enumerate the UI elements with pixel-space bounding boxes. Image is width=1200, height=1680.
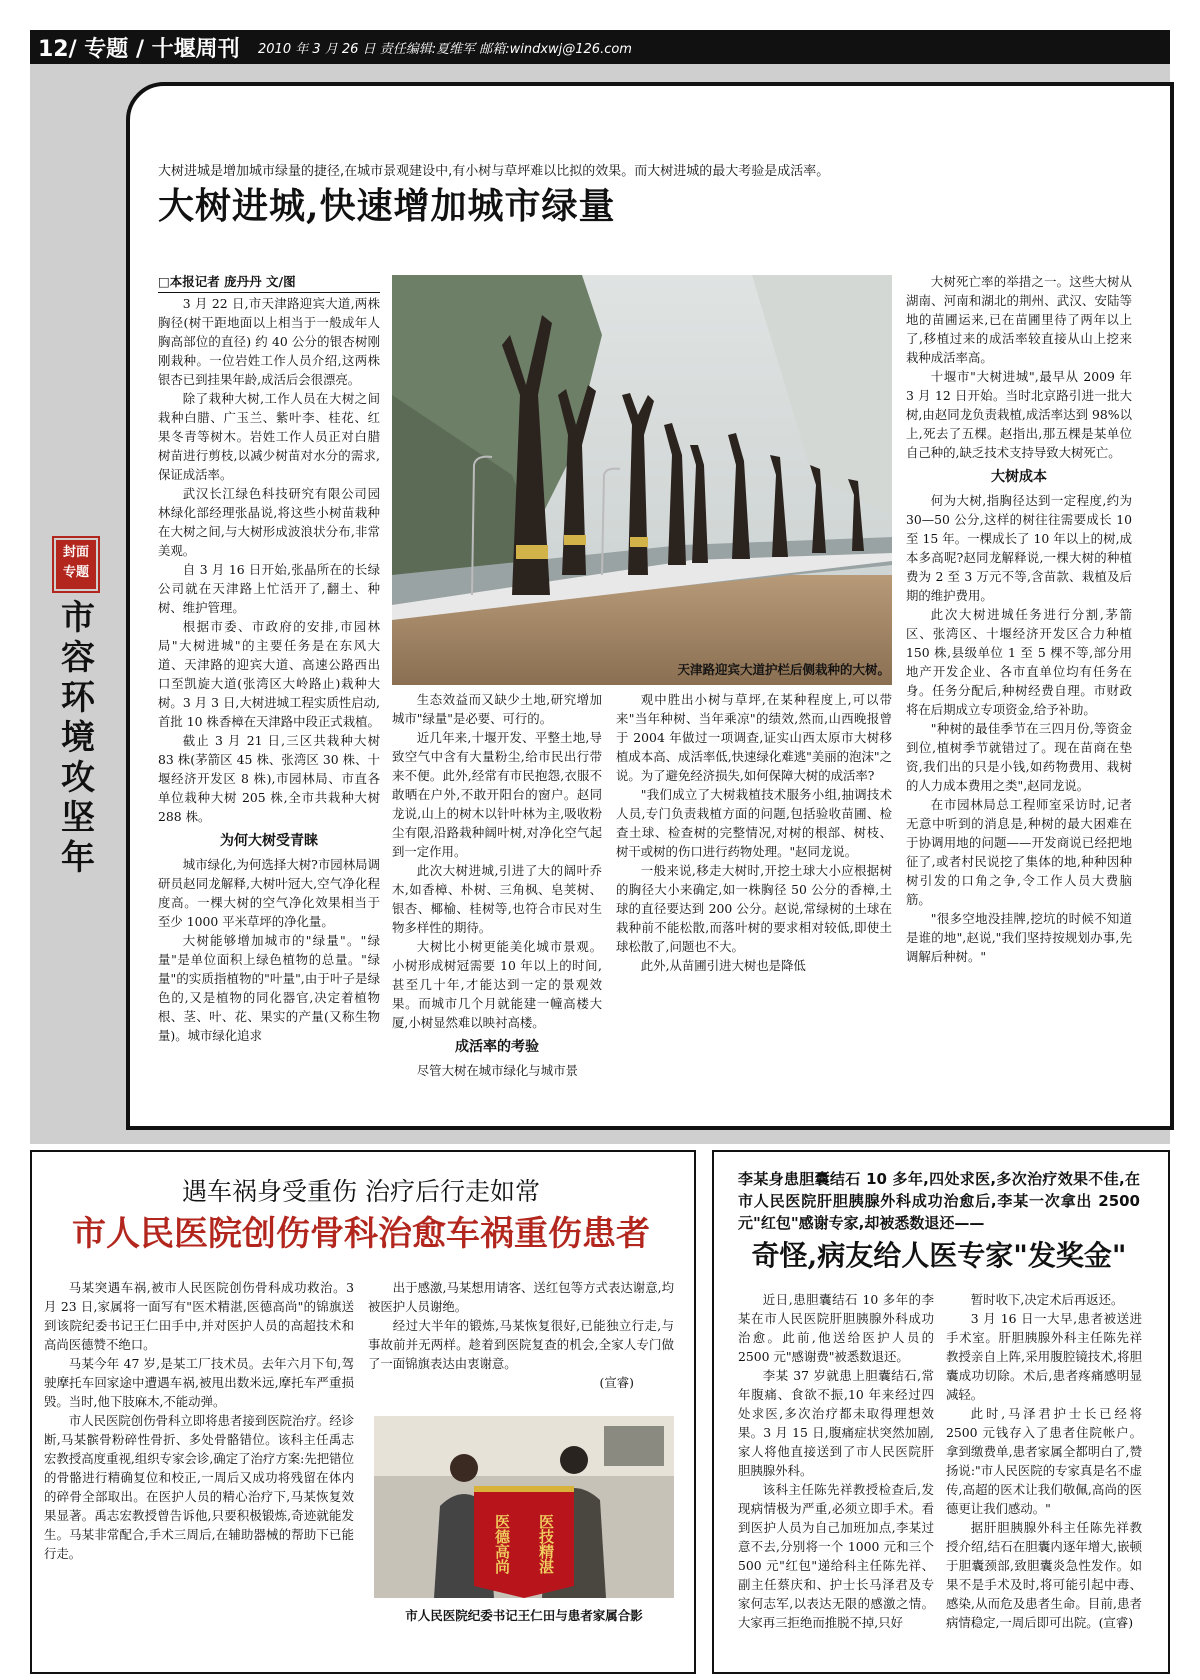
paragraph: 3 月 16 日一大早,患者被送进手术室。肝胆胰腺外科主任陈先祥教授亲自上阵,采用腹腔镜技术,将胆囊成功切除。术后,患者疼痛感明显减轻。 bbox=[946, 1311, 1142, 1402]
paragraph: 大树死亡率的举措之一。这些大树从湖南、河南和湖北的荆州、武汉、安陆等地的苗圃运来,已在苗圃里待了两年以上了,移植过来的成活率较直接从山上挖来栽种成活率高。 bbox=[906, 274, 1132, 365]
paragraph: 3 月 22 日,市天津路迎宾大道,两株胸径(树干距地面以上相当于一般成年人胸高部位的直径) 约 40 公分的银杏树刚刚栽种。一位岩姓工作人员介绍,这两株银杏已到挂果年龄,成活后会很漂亮。 bbox=[158, 296, 380, 387]
bonus-story-column-1 bbox=[738, 1290, 934, 1632]
paragraph: 在市园林局总工程师室采访时,记者无意中听到的消息是,种树的最大困难在于协调用地的问题——开发商说已经把地征了,或者村民说挖了集体的地,种种因种树引发的口角之争,令工作人员大费脑筋。 bbox=[906, 797, 1132, 907]
hospital-story-headline: 市人民医院创伤骨科治愈车祸重伤患者 bbox=[72, 1214, 650, 1254]
paragraph: 除了栽种大树,工作人员在大树之间栽种白腊、广玉兰、紫叶李、桂花、红果冬青等树木。岩姓工作人员正对白腊树苗进行剪枝,以减少树苗对水分的需求,保证成活率。 bbox=[158, 391, 380, 482]
section-vertical-title: 市容环境攻坚年 bbox=[61, 598, 95, 878]
hospital-story-photo bbox=[374, 1416, 674, 1598]
feature-column-4 bbox=[906, 272, 1132, 966]
paragraph: 观中胜出小树与草坪,在某种程度上,可以带来"当年种树、当年乘凉"的绩效,然而,山西晚报曾于 2004 年做过一项调查,证实山西太原市大树移植成本高、成活率低,快速绿化难逃"美丽的泡沫"之说。为了避免经济损失,如何保障大树的成活率? bbox=[616, 692, 892, 783]
feature-headline: 大树进城,快速增加城市绿量 bbox=[158, 185, 616, 227]
paragraph: 该科主任陈先祥教授检查后,发现病情极为严重,必须立即手术。看到医护人员为自己加班加点,李某过意不去,分别将一个 1000 元和三个 500 元"红包"递给科主任陈先祥、副主任蔡庆和、护士长马泽君及专家何志军,以表达无限的感激之情。大家再三拒绝而推脱不掉,只好 bbox=[738, 1482, 934, 1630]
paragraph: "很多空地没挂牌,挖坑的时候不知道是谁的地",赵说,"我们坚持按规划办事,先调解后种树。" bbox=[906, 911, 1132, 964]
badge-line-2: 专题 bbox=[62, 565, 89, 580]
feature-column-2 bbox=[392, 690, 602, 1080]
hospital-story-column-1 bbox=[44, 1278, 354, 1563]
hospital-photo-caption: 市人民医院纪委书记王仁田与患者家属合影 bbox=[405, 1608, 643, 1623]
hospital-story-subtitle: 遇车祸身受重伤 治疗后行走如常 bbox=[182, 1177, 540, 1206]
paragraph: 李某 37 岁就患上胆囊结石,常年腹痛、食欲不振,10 年来经过四处求医,多次治疗都未取得理想效果。3 月 15 日,腹痛症状突然加剧,家人将他直接送到了市人民医院肝胆胰腺外科。 bbox=[738, 1368, 934, 1478]
banner-text-right: 医技精湛 bbox=[537, 1514, 555, 1574]
paragraph: 暂时收下,决定术后再返还。 bbox=[970, 1292, 1124, 1307]
bonus-story-column-2 bbox=[946, 1290, 1142, 1632]
subhead-survival: 成活率的考验 bbox=[455, 1039, 539, 1055]
banner-text-left: 医德高尚 bbox=[493, 1514, 511, 1574]
paragraph: 经过大半年的锻炼,马某恢复很好,已能独立行走,与事故前并无两样。趁着到医院复查的机会,全家人专门做了一面锦旗表达由衷谢意。 bbox=[368, 1318, 674, 1371]
page-header bbox=[30, 30, 1170, 64]
paragraph: 自 3 月 16 日开始,张晶所在的长绿公司就在天津路上忙活开了,翻土、种树、维护管理。 bbox=[158, 562, 380, 615]
paragraph: 据肝胆胰腺外科主任陈先祥教授介绍,结石在胆囊内逐年增大,嵌顿于胆囊颈部,致胆囊炎急性发作。如果不是手术及时,将可能引起中毒、感染,从而危及患者生命。目前,患者病情稳定,一周后即可出院。(宣睿) bbox=[946, 1520, 1142, 1630]
cover-topic-badge bbox=[56, 540, 96, 589]
hospital-story-column-2 bbox=[368, 1278, 674, 1392]
paragraph: 出于感激,马某想用请客、送红包等方式表达谢意,均被医护人员谢绝。 bbox=[368, 1280, 674, 1314]
bonus-story-headline: 奇怪,病友给人医专家"发奖金" bbox=[751, 1239, 1127, 1272]
paragraph: 城市绿化,为何选择大树?市园林局调研员赵同龙解释,大树叶冠大,空气净化程度高。一棵大树的空气净化效果相当于至少 1000 平米草坪的净化量。 bbox=[158, 857, 380, 929]
feature-lead: 大树进城是增加城市绿量的捷径,在城市景观建设中,有小树与草坪难以比拟的效果。而大树进城的最大考验是成活率。 bbox=[158, 164, 830, 179]
paragraph: 大树比小树更能美化城市景观。小树形成树冠需要 10 年以上的时间,甚至几十年,才能达到一定的景观效果。而城市几个月就能建一幢高楼大厦,小树显然难以映衬高楼。 bbox=[392, 939, 602, 1030]
trees-photo-illustration bbox=[392, 275, 892, 685]
paragraph: "种树的最佳季节在三四月份,等资金到位,植树季节就错过了。现在苗商在垫资,我们出的只是小钱,如药物费用、栽树的人力成本费用之类",赵同龙说。 bbox=[906, 721, 1132, 793]
paragraph: 十堰市"大树进城",最早从 2009 年 3 月 12 日开始。当时北京路引进一批大树,由赵同龙负责栽植,成活率达到 98%以上,死去了五棵。赵指出,那五棵是某单位自己种的,缺乏技术支持导致大树死亡。 bbox=[906, 369, 1132, 460]
paragraph: 此次大树进城任务进行分割,茅箭区、张湾区、十堰经济开发区合力种植 150 株,县级单位 1 至 5 棵不等,部分用地产开发企业、各市直单位均有任务在身。任务分配后,种树经费自理。市财政将在后期成立专项资金,给予补助。 bbox=[906, 607, 1132, 717]
paragraph: 此时,马泽君护士长已经将 2500 元钱存入了患者住院帐户。拿到缴费单,患者家属全都明白了,赞扬说:"市人民医院的专家真是名不虚传,高超的医术让我们敬佩,高尚的医德更让我们感动。" bbox=[946, 1406, 1142, 1516]
paragraph: 大树能够增加城市的"绿量"。"绿量"是单位面积上绿色植物的总量。"绿量"的实质指植物的"叶量",由于叶子是绿色的,又是植物的同化器官,决定着植物根、茎、叶、花、果实的产量(又称生物量)。城市绿化追求 bbox=[158, 933, 380, 1043]
bonus-story-pretitle: 李某身患胆囊结石 10 多年,四处求医,多次治疗效果不佳,在市人民医院肝胆胰腺外科成功治愈后,李某一次拿出 2500 元"红包"感谢专家,却被悉数退还—— bbox=[738, 1170, 1140, 1232]
badge-line-1: 封面 bbox=[62, 545, 89, 560]
paragraph: 市人民医院创伤骨科立即将患者接到医院治疗。经诊断,马某髌骨粉碎性骨折、多处骨骼错位。该科主任禹志宏教授高度重视,组织专家会诊,确定了治疗方案:先把错位的骨骼进行精确复位和校正,一周后又成功将残留在体内的碎骨全部取出。在医护人员的精心治疗下,马某恢复效果显著。禹志宏教授曾告诉他,只要积极锻炼,奇迹就能发生。马某非常配合,手术三周后,在辅助器械的帮助下已能行走。 bbox=[44, 1413, 354, 1561]
paragraph: 此次大树进城,引进了大的阔叶乔木,如香樟、朴树、三角枫、皂荚树、银杏、椰榆、桂树等,也符合市民对生物多样性的期待。 bbox=[392, 863, 602, 935]
paragraph: 何为大树,指胸径达到一定程度,约为 30—50 公分,这样的树往往需要成长 10 至 15 年。一棵成长了 10 年以上的树,成本多高呢?赵同龙解释说,一棵大树的种植费为 2 至 3 万元不等,含苗款、栽植及后期的维护费用。 bbox=[906, 493, 1132, 603]
paragraph: 马某突遇车祸,被市人民医院创伤骨科成功救治。3 月 23 日,家属将一面写有"医术精湛,医德高尚"的锦旗送到该院纪委书记王仁田手中,并对医护人员的高超技术和高尚医德赞不绝口。 bbox=[44, 1280, 354, 1352]
paragraph: 近日,患胆囊结石 10 多年的李某在市人民医院肝胆胰腺外科成功治愈。此前,他送给医护人员的 2500 元"感谢费"被悉数退还。 bbox=[738, 1292, 934, 1364]
banner-photo-illustration bbox=[374, 1416, 674, 1598]
subhead-why: 为何大树受青睐 bbox=[220, 833, 318, 849]
feature-column-1 bbox=[158, 294, 380, 1045]
photo-caption: 天津路迎宾大道护栏后侧栽种的大树。 bbox=[677, 662, 890, 677]
paragraph: 此外,从苗圃引进大树也是降低 bbox=[640, 958, 806, 973]
feature-column-3 bbox=[616, 690, 892, 975]
feature-photo bbox=[392, 275, 892, 685]
paragraph: 一般来说,移走大树时,开挖土球大小应根据树的胸径大小来确定,如一株胸径 50 公分的香樟,土球的直径要达到 200 公分。赵说,常绿树的土球在栽种前不能松散,而落叶树的要求相对较低,即使土球松散了,问题也不大。 bbox=[616, 863, 892, 954]
paragraph: "我们成立了大树栽植技术服务小组,抽调技术人员,专门负责栽植方面的问题,包括验收苗圃、检查土球、检查树的完整情况,对树的根部、树枝、树干或树的伤口进行药物处理。"赵同龙说。 bbox=[616, 787, 892, 859]
paragraph: 马某今年 47 岁,是某工厂技术员。去年六月下旬,驾驶摩托车回家途中遭遇车祸,被甩出数米远,摩托车严重损毁。当时,他下肢麻木,不能动弹。 bbox=[44, 1356, 354, 1409]
paragraph: 截止 3 月 21 日,三区共栽种大树 83 株(茅箭区 45 株、张湾区 30 株、十堰经济开发区 8 株),市园林局、市直各单位栽种大树 205 株,全市共栽种大树 288 株。 bbox=[158, 733, 380, 824]
paragraph: 尽管大树在城市绿化与城市景 bbox=[416, 1063, 578, 1078]
paragraph: 近几年来,十堰开发、平整土地,导致空气中含有大量粉尘,给市民出行带来不便。此外,经常有市民抱怨,衣服不敢晒在户外,不敢开阳台的窗户。赵同龙说,山上的树木以针叶林为主,吸收粉尘有限,沿路栽种阔叶树,对净化空气起到一定作用。 bbox=[392, 730, 602, 859]
paragraph: 根据市委、市政府的安排,市园林局"大树进城"的主要任务是在东风大道、天津路的迎宾大道、高速公路西出口至凯旋大道(张湾区大岭路止)栽种大树。3 月 3 日,大树进城工程实质性启动,首批 10 株香樟在天津路中段正式栽植。 bbox=[158, 619, 380, 729]
hospital-story-credit: (宣睿) bbox=[599, 1375, 634, 1390]
issue-info: 2010 年 3 月 26 日 责任编辑:夏维军 邮箱:windxwj@126.com bbox=[258, 42, 632, 57]
page-label: 12/ 专题 / 十堰周刊 bbox=[38, 37, 240, 62]
paragraph: 武汉长江绿色科技研究有限公司园林绿化部经理张晶说,将这些小树苗栽种在大树之间,与大树形成波浪状分布,非常美观。 bbox=[158, 486, 380, 558]
subhead-cost: 大树成本 bbox=[991, 469, 1047, 485]
paragraph: 生态效益而又缺少土地,研究增加城市"绿量"是必要、可行的。 bbox=[392, 692, 602, 726]
byline: □本报记者 庞丹丹 文/图 bbox=[158, 272, 380, 293]
